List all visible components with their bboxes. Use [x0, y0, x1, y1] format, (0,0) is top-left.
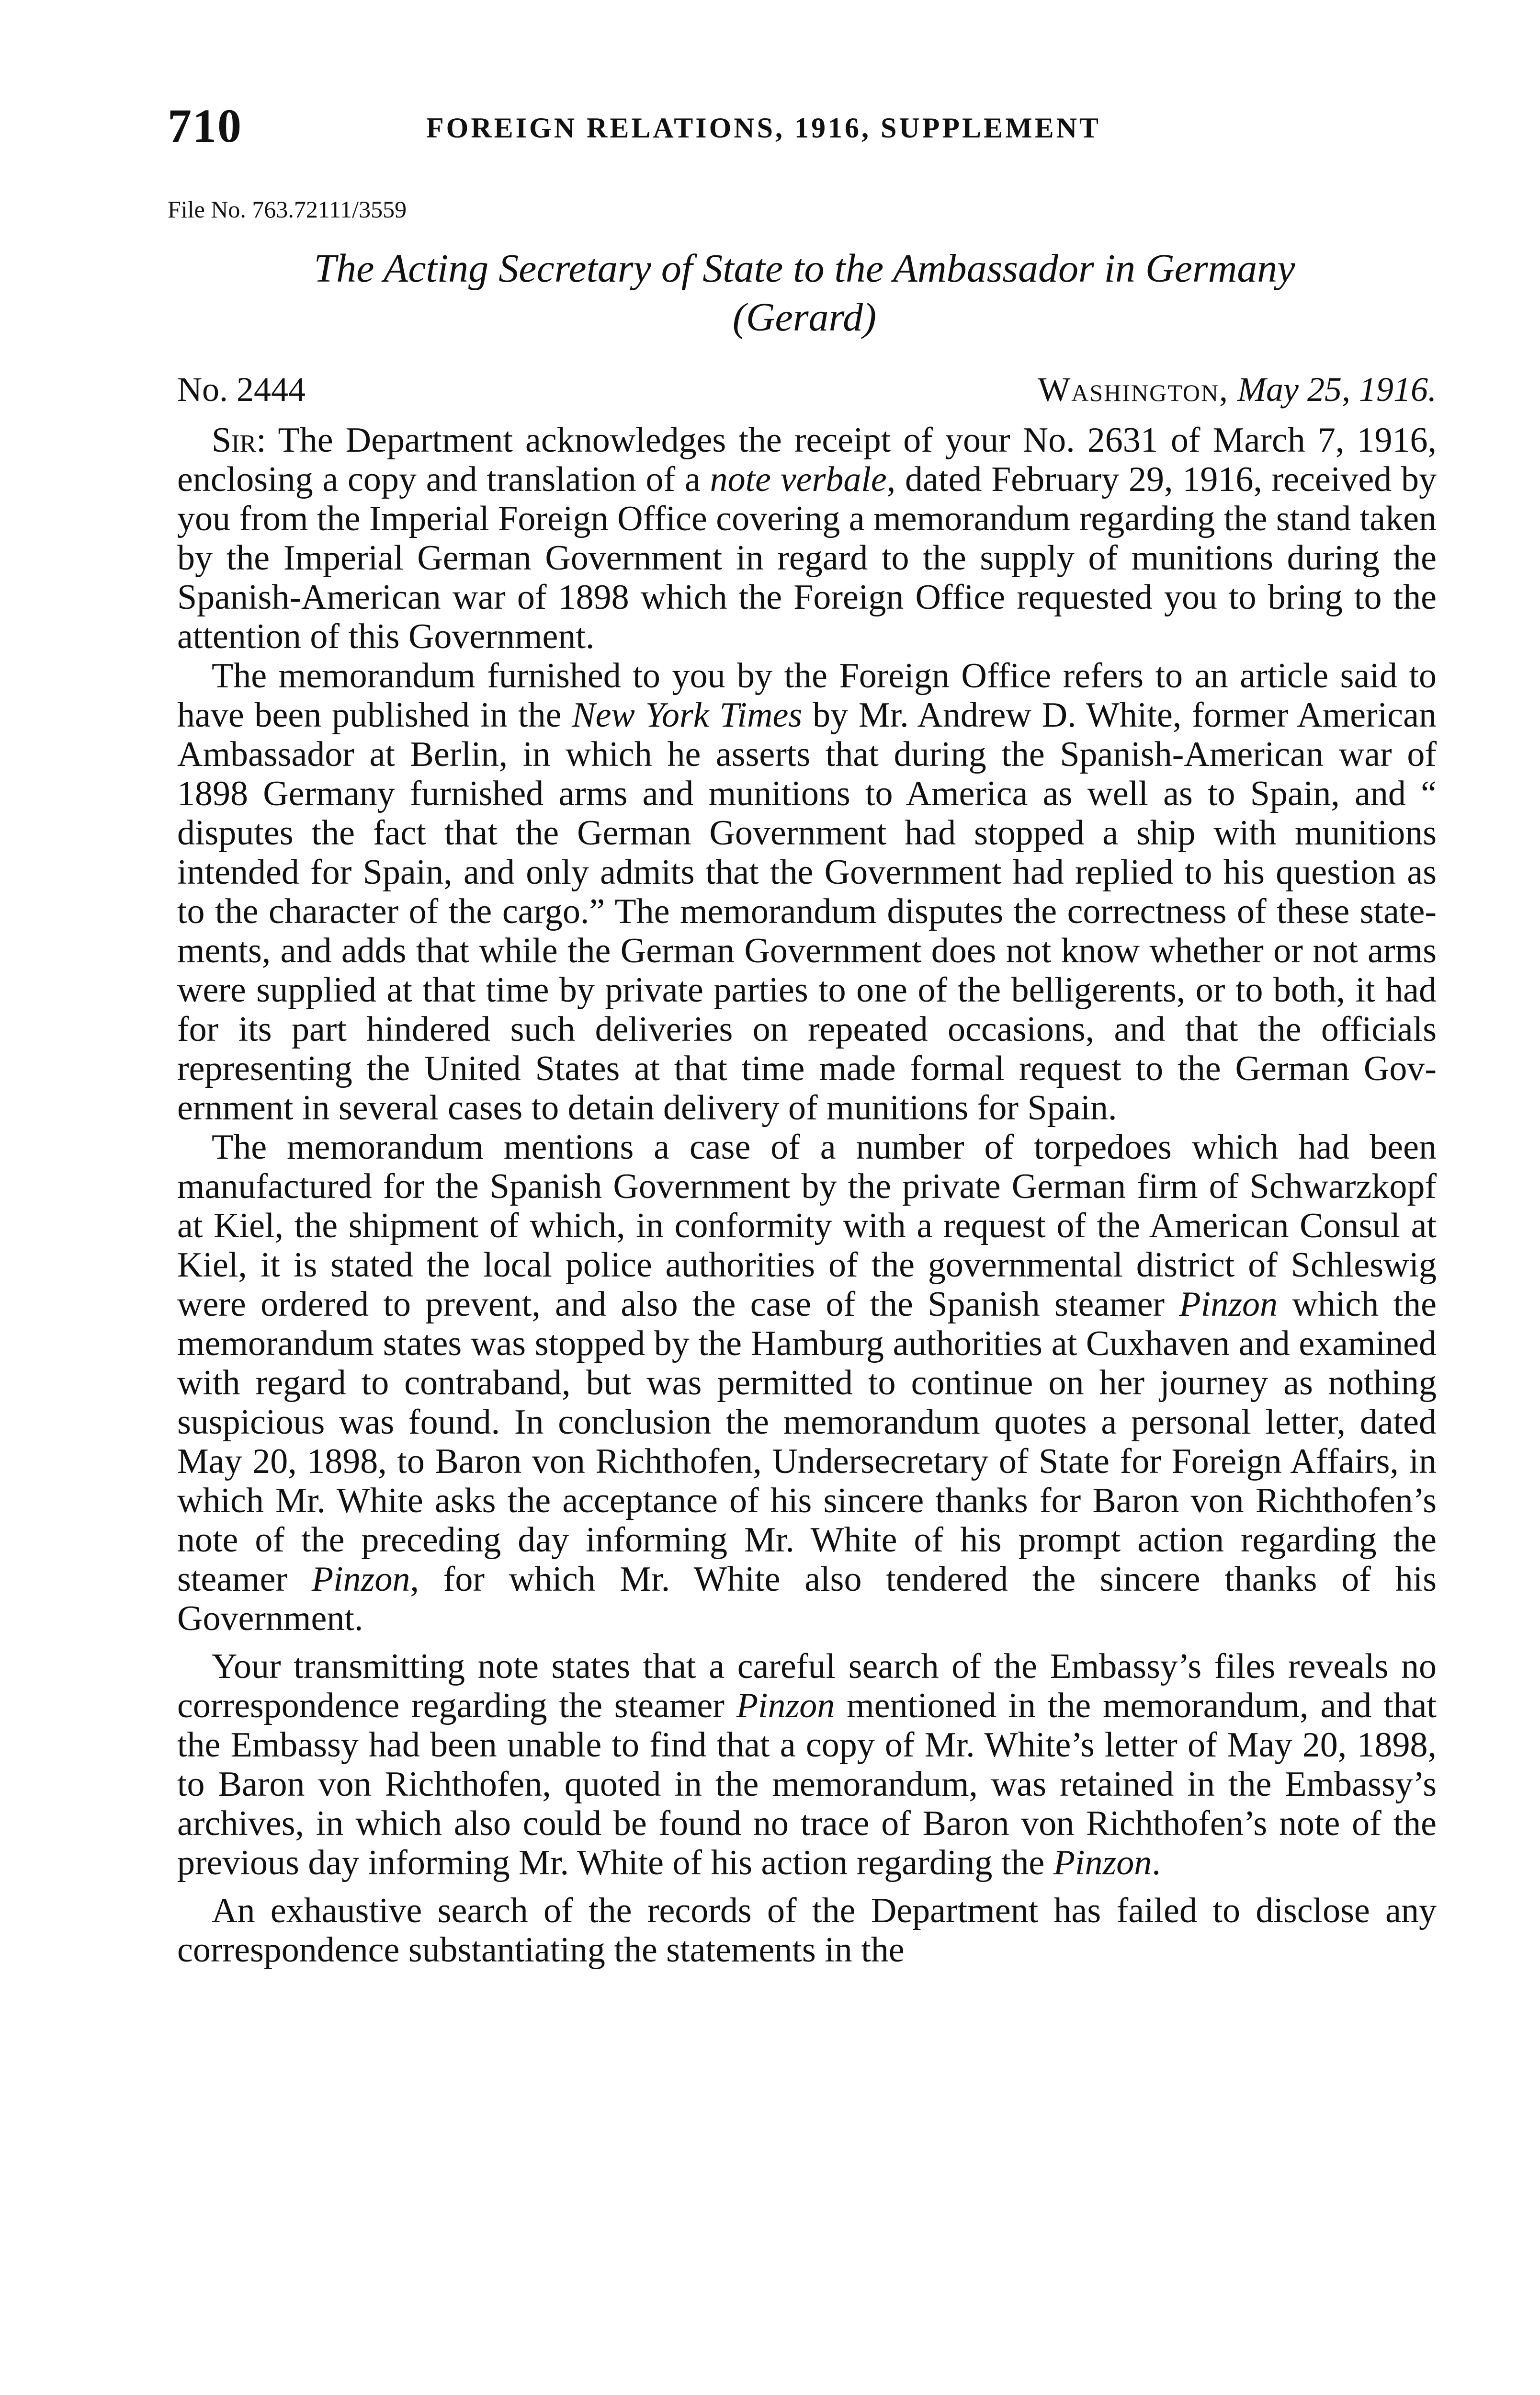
letter-body [177, 421, 1437, 1970]
document-title [172, 244, 1437, 342]
paragraph-2-italic-newspaper: New York Times [572, 696, 803, 735]
paragraph-3-text-a: The memorandum mentions a case of a number of torpedoes which had been manufactured for the Spanish Government by the private German firm of Schwarzkopf at Kiel, the shipment of which, in conformity with a request of the American Consul at Kiel, it is stated the local police authorities of the governmental district of Schleswig were ordered to prevent, and also the case of the Spanish steamer [177, 1128, 1437, 1324]
running-header [168, 98, 1336, 156]
paragraph-3-italic-ship-1: Pinzon [1179, 1285, 1278, 1324]
paragraph-1-text-a: The Department acknowledges the receipt of your No. 2631 of March 7, 1916, enclosing a copy and translation of a [177, 421, 1437, 499]
paragraph-4-italic-ship-2: Pinzon [1053, 1843, 1152, 1882]
paragraph-4-text-a: Your transmitting note states that a careful search of the Embassy’s files reveals no correspondence regarding the steamer [177, 1647, 1437, 1725]
document-page [163, 0, 1437, 2395]
paragraph-2-text-a: The memorandum furnished to you by the Foreign Office refers to an article said to have been published in the [177, 656, 1437, 735]
dateline [163, 370, 1437, 418]
paragraph-2-text-b: by Mr. Andrew D. White, former American Ambassador at Berlin, in which he asserts that during the Spanish-American war of 1898 Germany furnished arms and munitions to America as well as to Spain, and “ disputes the fact that the German Government had stopped a ship with munitions intended for Spain, and only admits that the Government had replied to his question as to the character of the cargo.” The memorandum disputes the correctness of these statements, and adds that while the German Government does not know whether or not arms were supplied at that time by private parties to one of the belligerents, or to both, it had for its part hindered such deliveries on repeated occasions, and that the officials representing the United States at that time made formal request to the German Government in several cases to detain delivery of munitions for Spain. [177, 696, 1437, 1128]
place-name: Washington, [1038, 370, 1229, 409]
paragraph-3-text-b: which the memorandum states was stopped by the Hamburg authorities at Cuxhaven and examined with regard to contraband, but was permitted to continue on her journey as nothing suspicious was found. In conclusion the memorandum quotes a personal letter, dated May 20, 1898, to Baron von Richthofen, Undersecretary of State for Foreign Affairs, in which Mr. White asks the acceptance of his sincere thanks for Baron von Richthofen’s note of the preceding day informing Mr. White of his prompt action regarding the steamer [177, 1285, 1437, 1599]
running-title: FOREIGN RELATIONS, 1916, SUPPLEMENT [426, 112, 1101, 144]
salutation: Sir: [212, 421, 266, 460]
paragraph-3-text-c: , for which Mr. White also tendered the sincere thanks of his Government. [177, 1560, 1437, 1638]
document-number: No. 2444 [177, 370, 306, 409]
document-date: May 25, 1916. [1237, 370, 1437, 409]
paragraph-5 [177, 1891, 1437, 1970]
paragraph-4-text-c: . [1152, 1843, 1161, 1882]
paragraph-1 [177, 421, 1437, 656]
paragraph-3-italic-ship-2: Pinzon [311, 1560, 410, 1599]
paragraph-1-italic-note-verbale: note verbale [710, 460, 887, 499]
document-title-line-1: The Acting Secretary of State to the Ambassador in Germany [314, 246, 1295, 291]
paragraph-2 [177, 656, 1437, 1128]
place-and-date [1038, 370, 1437, 410]
document-title-line-2: (Gerard) [732, 295, 877, 340]
paragraph-3 [177, 1128, 1437, 1638]
paragraph-5-text: An exhaustive search of the records of the Department has failed to disclose any correspondence substantiating the statements in the [177, 1891, 1437, 1970]
paragraph-4-italic-ship-1: Pinzon [736, 1686, 835, 1725]
paragraph-4-text-b: mentioned in the memorandum, and that the Embassy had been unable to find that a copy of Mr. White’s letter of May 20, 1898, to Baron von Richthofen, quoted in the memorandum, was retained in the Embassy’s archives, in which also could be found no trace of Baron von Richthofen’s note of the previous day informing Mr. White of his action regarding the [177, 1686, 1437, 1882]
paragraph-4 [177, 1647, 1437, 1882]
file-number: File No. 763.72111/3559 [168, 196, 407, 223]
page-number: 710 [168, 99, 242, 152]
paragraph-1-text-b: , dated February 29, 1916, received by you from the Imperial Foreign Office covering a memorandum regarding the stand taken by the Imperial German Government in regard to the supply of munitions during the Spanish-American war of 1898 which the Foreign Office requested you to bring to the attention of this Government. [177, 460, 1437, 656]
